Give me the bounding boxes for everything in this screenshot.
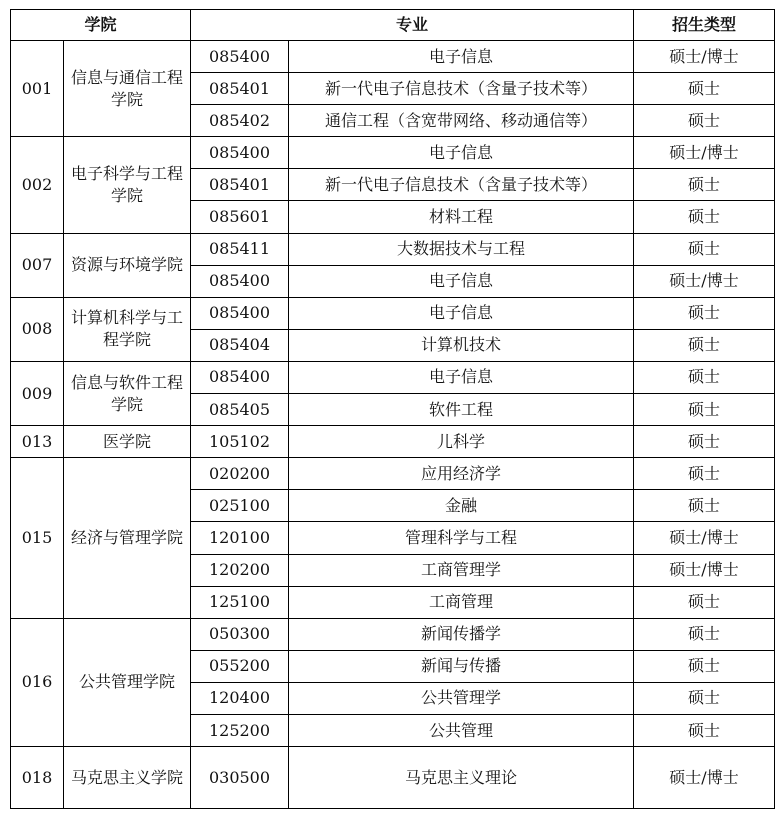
college-name: 信息与软件工程学院: [64, 361, 191, 425]
major-name: 电子信息: [289, 41, 634, 73]
major-code: 030500: [191, 747, 289, 809]
major-name: 工商管理: [289, 586, 634, 618]
major-code: 085401: [191, 73, 289, 105]
college-code: 016: [11, 618, 64, 746]
major-code: 105102: [191, 426, 289, 458]
enrollment-type: 硕士/博士: [634, 265, 775, 297]
major-name: 儿科学: [289, 426, 634, 458]
major-name: 电子信息: [289, 297, 634, 329]
major-name: 电子信息: [289, 265, 634, 297]
major-code: 085405: [191, 394, 289, 426]
enrollment-type: 硕士: [634, 714, 775, 746]
major-code: 120200: [191, 554, 289, 586]
major-code: 125100: [191, 586, 289, 618]
major-code: 120100: [191, 522, 289, 554]
major-name: 公共管理: [289, 714, 634, 746]
college-code: 009: [11, 361, 64, 425]
college-name: 资源与环境学院: [64, 233, 191, 297]
college-code: 013: [11, 426, 64, 458]
major-code: 085400: [191, 361, 289, 393]
enrollment-type: 硕士: [634, 73, 775, 105]
major-name: 材料工程: [289, 201, 634, 233]
college-name: 计算机科学与工程学院: [64, 297, 191, 361]
major-code: 125200: [191, 714, 289, 746]
header-college: 学院: [11, 10, 191, 41]
major-code: 050300: [191, 618, 289, 650]
college-code: 001: [11, 41, 64, 137]
table-row: [11, 458, 775, 490]
major-code: 085402: [191, 105, 289, 137]
major-name: 新一代电子信息技术（含量子技术等）: [289, 73, 634, 105]
enrollment-type: 硕士: [634, 169, 775, 201]
college-code: 007: [11, 233, 64, 297]
major-code: 085400: [191, 265, 289, 297]
major-name: 电子信息: [289, 137, 634, 169]
college-name: 医学院: [64, 426, 191, 458]
enrollment-type: 硕士: [634, 329, 775, 361]
enrollment-type: 硕士: [634, 361, 775, 393]
college-name: 信息与通信工程学院: [64, 41, 191, 137]
enrollment-type: 硕士: [634, 490, 775, 522]
major-name: 马克思主义理论: [289, 747, 634, 809]
major-name: 应用经济学: [289, 458, 634, 490]
enrollment-type: 硕士: [634, 233, 775, 265]
table-row: [11, 297, 775, 329]
enrollment-type: 硕士: [634, 586, 775, 618]
major-code: 085404: [191, 329, 289, 361]
major-code: 085400: [191, 137, 289, 169]
college-name: 电子科学与工程学院: [64, 137, 191, 233]
major-name: 金融: [289, 490, 634, 522]
enrollment-type: 硕士: [634, 618, 775, 650]
major-code: 020200: [191, 458, 289, 490]
college-name: 马克思主义学院: [64, 747, 191, 809]
table-row: [11, 747, 775, 809]
major-name: 工商管理学: [289, 554, 634, 586]
major-code: 085400: [191, 297, 289, 329]
enrollment-type: 硕士: [634, 682, 775, 714]
enrollment-type: 硕士: [634, 201, 775, 233]
major-code: 055200: [191, 650, 289, 682]
major-code: 085601: [191, 201, 289, 233]
enrollment-type: 硕士: [634, 105, 775, 137]
major-name: 电子信息: [289, 361, 634, 393]
college-code: 015: [11, 458, 64, 618]
table-row: [11, 41, 775, 73]
header-row: [11, 10, 775, 41]
enrollment-type: 硕士/博士: [634, 522, 775, 554]
major-code: 085401: [191, 169, 289, 201]
major-name: 软件工程: [289, 394, 634, 426]
enrollment-type: 硕士/博士: [634, 41, 775, 73]
major-name: 新闻传播学: [289, 618, 634, 650]
enrollment-type: 硕士: [634, 426, 775, 458]
table-row: [11, 361, 775, 393]
enrollment-type: 硕士/博士: [634, 137, 775, 169]
table-row: [11, 618, 775, 650]
enrollment-type: 硕士/博士: [634, 747, 775, 809]
college-code: 008: [11, 297, 64, 361]
major-code: 085411: [191, 233, 289, 265]
enrollment-type: 硕士: [634, 458, 775, 490]
table-row: [11, 137, 775, 169]
major-name: 管理科学与工程: [289, 522, 634, 554]
major-name: 公共管理学: [289, 682, 634, 714]
major-name: 新一代电子信息技术（含量子技术等）: [289, 169, 634, 201]
college-code: 002: [11, 137, 64, 233]
enrollment-type: 硕士: [634, 297, 775, 329]
major-code: 120400: [191, 682, 289, 714]
enrollment-type: 硕士: [634, 394, 775, 426]
table-row: [11, 426, 775, 458]
major-name: 新闻与传播: [289, 650, 634, 682]
major-name: 通信工程（含宽带网络、移动通信等）: [289, 105, 634, 137]
major-name: 计算机技术: [289, 329, 634, 361]
header-major: 专业: [191, 10, 634, 41]
enrollment-type: 硕士/博士: [634, 554, 775, 586]
majors-table: [10, 9, 775, 809]
college-name: 公共管理学院: [64, 618, 191, 746]
enrollment-type: 硕士: [634, 650, 775, 682]
college-code: 018: [11, 747, 64, 809]
table-body: [11, 41, 775, 809]
college-name: 经济与管理学院: [64, 458, 191, 618]
major-name: 大数据技术与工程: [289, 233, 634, 265]
header-type: 招生类型: [634, 10, 775, 41]
major-code: 025100: [191, 490, 289, 522]
major-code: 085400: [191, 41, 289, 73]
table-row: [11, 233, 775, 265]
